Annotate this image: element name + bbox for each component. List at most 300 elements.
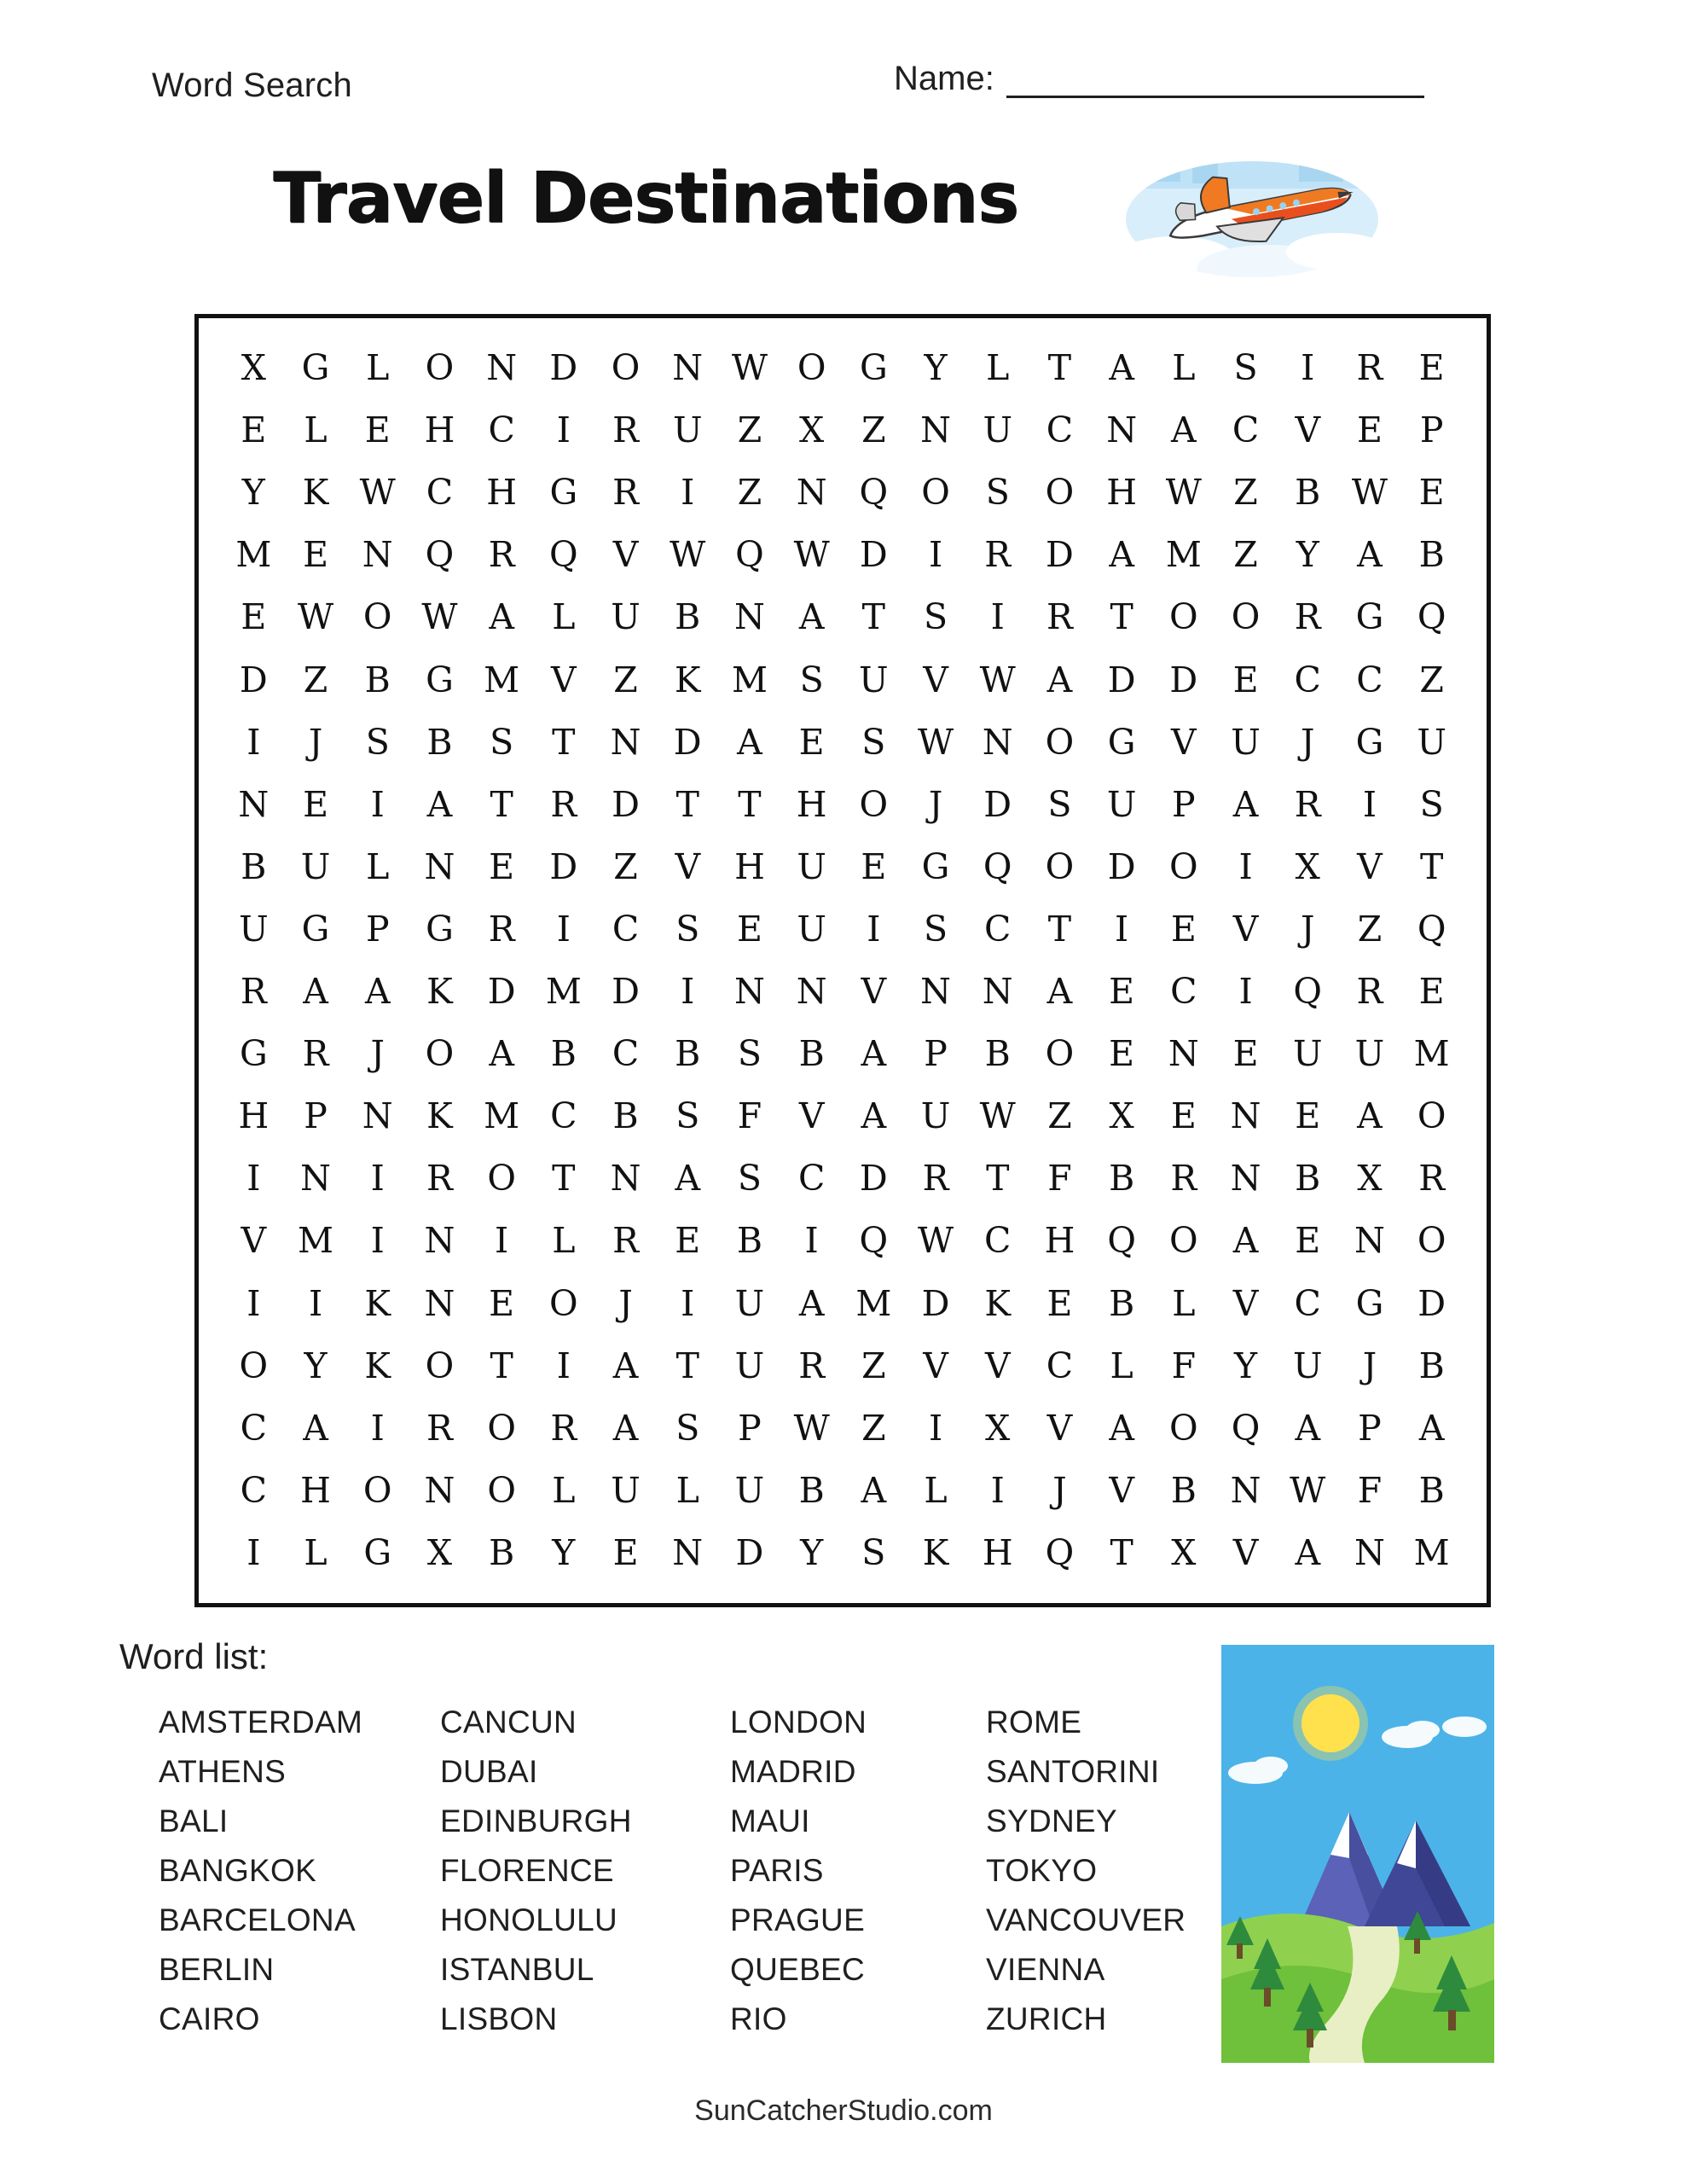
grid-letter[interactable]: Q [1417,908,1446,950]
grid-letter[interactable]: T [986,1158,1010,1199]
grid-letter[interactable]: L [552,1220,576,1262]
grid-letter[interactable]: E [303,534,328,576]
grid-letter[interactable]: O [425,347,455,389]
grid-letter[interactable]: D [673,721,702,763]
grid-letter[interactable]: R [1170,1158,1197,1199]
grid-letter[interactable]: G [1355,721,1384,763]
grid-letter[interactable]: Q [859,1220,889,1262]
grid-letter[interactable]: V [1295,410,1321,451]
grid-letter[interactable]: R [798,1345,826,1386]
grid-letter[interactable]: A [798,596,825,638]
wordlist-item[interactable]: EDINBURGH [440,1804,632,1838]
grid-letter[interactable]: L [1172,347,1196,389]
grid-letter[interactable]: A [1232,1220,1259,1262]
grid-letter[interactable]: M [484,1095,520,1137]
grid-letter[interactable]: J [618,1282,633,1324]
grid-letter[interactable]: G [301,908,330,950]
grid-letter[interactable]: Q [1417,596,1446,638]
grid-letter[interactable]: I [246,1158,261,1199]
grid-letter[interactable]: Q [549,534,578,576]
grid-letter[interactable]: B [798,1033,825,1075]
wordlist-item[interactable]: VANCOUVER [986,1902,1186,1937]
grid-letter[interactable]: X [799,410,825,451]
grid-letter[interactable]: U [1417,721,1446,763]
grid-letter[interactable]: O [1045,472,1075,514]
grid-letter[interactable]: N [486,347,518,389]
grid-letter[interactable]: V [1046,1407,1073,1449]
grid-letter[interactable]: F [1171,1345,1197,1386]
grid-letter[interactable]: H [238,1095,270,1137]
grid-letter[interactable]: U [734,1282,765,1324]
grid-letter[interactable]: L [304,410,328,451]
grid-letter[interactable]: E [489,1282,515,1324]
grid-letter[interactable]: P [1358,1407,1382,1449]
grid-letter[interactable]: R [488,908,515,950]
grid-letter[interactable]: O [1417,1220,1446,1262]
grid-letter[interactable]: Y [1234,1345,1258,1386]
grid-letter[interactable]: R [612,472,639,514]
grid-letter[interactable]: O [1045,721,1075,763]
grid-letter[interactable]: E [861,845,887,887]
grid-letter[interactable]: R [240,971,267,1013]
grid-letter[interactable]: O [611,347,641,389]
grid-letter[interactable]: C [1356,659,1383,700]
grid-letter[interactable]: C [797,1158,826,1199]
grid-letter[interactable]: W [359,472,396,514]
grid-letter[interactable]: Z [737,472,762,514]
wordlist-item[interactable]: SANTORINI [986,1754,1160,1789]
grid-letter[interactable]: V [1171,721,1197,763]
wordlist-item[interactable]: PRAGUE [730,1902,866,1937]
grid-letter[interactable]: N [1354,1531,1385,1573]
grid-letter[interactable]: Z [303,659,328,700]
grid-letter[interactable]: W [979,1095,1016,1137]
grid-letter[interactable]: B [1109,1282,1135,1324]
grid-letter[interactable]: S [923,596,948,638]
grid-letter[interactable]: D [549,845,578,887]
grid-letter[interactable]: W [917,1220,954,1262]
grid-letter[interactable]: U [734,1469,765,1511]
grid-letter[interactable]: U [300,845,331,887]
grid-letter[interactable]: Z [1233,472,1258,514]
grid-letter[interactable]: N [424,845,455,887]
grid-letter[interactable]: V [1109,1469,1134,1511]
grid-letter[interactable]: K [922,1531,949,1573]
grid-letter[interactable]: E [364,410,391,451]
grid-letter[interactable]: U [611,1469,641,1511]
grid-letter[interactable]: L [1172,1282,1196,1324]
grid-letter[interactable]: Y [552,1531,576,1573]
grid-letter[interactable]: M [545,971,582,1013]
grid-letter[interactable]: C [1046,410,1074,451]
grid-letter[interactable]: Q [735,534,764,576]
grid-letter[interactable]: R [302,1033,329,1075]
grid-letter[interactable]: A [364,971,391,1013]
grid-letter[interactable]: F [737,1095,762,1137]
wordlist-item[interactable]: BANGKOK [159,1853,317,1888]
grid-letter[interactable]: C [488,410,515,451]
wordlist-item[interactable]: BARCELONA [159,1902,356,1937]
grid-letter[interactable]: A [861,1469,887,1511]
grid-letter[interactable]: S [675,1095,700,1137]
grid-letter[interactable]: M [855,1282,892,1324]
grid-letter[interactable]: N [734,596,765,638]
grid-letter[interactable]: I [681,1282,695,1324]
grid-letter[interactable]: N [672,1531,704,1573]
grid-letter[interactable]: N [300,1158,331,1199]
grid-letter[interactable]: U [672,410,703,451]
grid-letter[interactable]: A [426,783,453,825]
grid-letter[interactable]: B [1418,1345,1445,1386]
grid-letter[interactable]: K [426,1095,453,1137]
grid-letter[interactable]: R [984,534,1012,576]
grid-letter[interactable]: R [1294,596,1321,638]
grid-letter[interactable]: Z [613,659,638,700]
grid-letter[interactable]: T [490,1345,513,1386]
grid-letter[interactable]: A [675,1158,701,1199]
grid-letter[interactable]: M [731,659,768,700]
grid-letter[interactable]: V [551,659,577,700]
grid-letter[interactable]: Z [1047,1095,1072,1137]
grid-letter[interactable]: G [239,1033,268,1075]
grid-letter[interactable]: I [681,472,695,514]
wordlist-item[interactable]: ISTANBUL [440,1952,594,1987]
grid-letter[interactable]: H [1106,472,1138,514]
grid-letter[interactable]: C [426,472,454,514]
grid-letter[interactable]: B [364,659,391,700]
grid-letter[interactable]: B [736,1220,763,1262]
grid-letter[interactable]: S [1419,783,1444,825]
grid-letter[interactable]: A [612,1345,639,1386]
grid-letter[interactable]: I [370,1220,385,1262]
grid-letter[interactable]: A [1046,971,1073,1013]
grid-letter[interactable]: U [920,1095,951,1137]
grid-letter[interactable]: K [364,1282,391,1324]
grid-letter[interactable]: I [1301,347,1315,389]
grid-letter[interactable]: N [1230,1158,1261,1199]
grid-letter[interactable]: J [370,1033,385,1075]
grid-letter[interactable]: C [1046,1345,1074,1386]
grid-letter[interactable]: I [246,1531,261,1573]
wordlist-item[interactable]: BALI [159,1804,229,1838]
grid-letter[interactable]: B [489,1531,515,1573]
grid-letter[interactable]: D [921,1282,950,1324]
grid-letter[interactable]: X [1295,845,1320,887]
grid-letter[interactable]: Q [1045,1531,1075,1573]
grid-letter[interactable]: L [366,845,390,887]
grid-letter[interactable]: K [984,1282,1012,1324]
grid-letter[interactable]: R [1418,1158,1446,1199]
grid-letter[interactable]: R [612,1220,639,1262]
grid-letter[interactable]: I [867,908,881,950]
grid-letter[interactable]: T [1110,1531,1133,1573]
grid-letter[interactable]: C [1232,410,1260,451]
wordlist-item[interactable]: DUBAI [440,1754,538,1789]
grid-letter[interactable]: N [796,971,827,1013]
grid-letter[interactable]: G [301,347,330,389]
grid-letter[interactable]: I [308,1282,323,1324]
wordlist-item[interactable]: SYDNEY [986,1804,1117,1838]
grid-letter[interactable]: D [1169,659,1198,700]
grid-letter[interactable]: B [675,1033,701,1075]
grid-letter[interactable]: T [1419,845,1444,887]
grid-letter[interactable]: U [797,908,826,950]
grid-letter[interactable]: I [370,783,385,825]
grid-letter[interactable]: R [612,410,639,451]
grid-letter[interactable]: S [365,721,390,763]
grid-letter[interactable]: I [1362,783,1377,825]
grid-letter[interactable]: M [1413,1531,1450,1573]
grid-letter[interactable]: E [1418,347,1445,389]
grid-letter[interactable]: N [920,410,951,451]
grid-letter[interactable]: S [675,908,700,950]
grid-letter[interactable]: E [1109,1033,1135,1075]
grid-letter[interactable]: E [1418,472,1445,514]
grid-letter[interactable]: L [552,1469,576,1511]
grid-letter[interactable]: U [1106,783,1137,825]
grid-letter[interactable]: C [1294,1282,1321,1324]
wordlist-item[interactable]: MAUI [730,1804,810,1838]
grid-letter[interactable]: I [990,596,1005,638]
grid-letter[interactable]: D [487,971,516,1013]
grid-letter[interactable]: M [298,1220,334,1262]
grid-letter[interactable]: U [1292,1033,1323,1075]
grid-letter[interactable]: W [1290,1469,1326,1511]
wordlist-item[interactable]: PARIS [730,1853,824,1888]
grid-letter[interactable]: N [1168,1033,1199,1075]
grid-letter[interactable]: V [861,971,887,1013]
grid-letter[interactable]: I [928,534,943,576]
grid-letter[interactable]: W [1165,472,1202,514]
grid-letter[interactable]: P [924,1033,948,1075]
grid-letter[interactable]: A [1046,659,1073,700]
grid-letter[interactable]: O [425,1345,455,1386]
grid-letter[interactable]: I [1238,971,1253,1013]
grid-letter[interactable]: C [1170,971,1197,1013]
grid-letter[interactable]: P [304,1095,328,1137]
grid-letter[interactable]: H [796,783,827,825]
grid-letter[interactable]: E [241,410,267,451]
grid-letter[interactable]: H [486,472,518,514]
grid-letter[interactable]: O [1417,1095,1446,1137]
grid-letter[interactable]: D [1107,659,1136,700]
grid-letter[interactable]: E [1295,1220,1321,1262]
grid-letter[interactable]: R [426,1407,453,1449]
wordlist-item[interactable]: CANCUN [440,1705,577,1740]
grid-letter[interactable]: K [674,659,701,700]
grid-letter[interactable]: S [861,721,886,763]
grid-letter[interactable]: E [1356,410,1383,451]
grid-letter[interactable]: N [734,971,765,1013]
grid-letter[interactable]: E [1295,1095,1321,1137]
grid-letter[interactable]: N [362,1095,393,1137]
grid-letter[interactable]: R [426,1158,453,1199]
grid-letter[interactable]: D [1417,1282,1446,1324]
grid-letter[interactable]: J [1362,1345,1377,1386]
grid-letter[interactable]: R [488,534,515,576]
grid-letter[interactable]: B [798,1469,825,1511]
grid-letter[interactable]: B [1418,1469,1445,1511]
grid-letter[interactable]: W [421,596,458,638]
grid-letter[interactable]: B [1295,472,1321,514]
grid-letter[interactable]: R [1046,596,1073,638]
grid-letter[interactable]: V [923,1345,948,1386]
grid-letter[interactable]: T [738,783,762,825]
grid-letter[interactable]: O [859,783,889,825]
grid-letter[interactable]: U [983,410,1013,451]
grid-letter[interactable]: G [859,347,888,389]
grid-letter[interactable]: N [1230,1469,1261,1511]
grid-letter[interactable]: Z [1357,908,1383,950]
grid-letter[interactable]: Y [241,472,265,514]
grid-letter[interactable]: A [612,1407,639,1449]
grid-letter[interactable]: X [1357,1158,1383,1199]
grid-letter[interactable]: D [859,1158,888,1199]
grid-letter[interactable]: O [362,596,392,638]
grid-letter[interactable]: N [672,347,704,389]
grid-letter[interactable]: D [735,1531,764,1573]
grid-letter[interactable]: B [1170,1469,1197,1511]
grid-letter[interactable]: H [1044,1220,1075,1262]
grid-letter[interactable]: J [308,721,323,763]
grid-letter[interactable]: Q [425,534,455,576]
grid-letter[interactable]: H [982,1531,1013,1573]
grid-letter[interactable]: S [985,472,1010,514]
grid-letter[interactable]: O [362,1469,392,1511]
grid-letter[interactable]: O [1231,596,1261,638]
grid-letter[interactable]: D [1046,534,1074,576]
grid-letter[interactable]: G [1355,1282,1384,1324]
grid-letter[interactable]: B [1418,534,1445,576]
grid-letter[interactable]: W [979,659,1016,700]
grid-letter[interactable]: L [924,1469,948,1511]
grid-letter[interactable]: T [861,596,886,638]
grid-letter[interactable]: G [1355,596,1384,638]
grid-letter[interactable]: M [484,659,520,700]
grid-letter[interactable]: S [861,1531,886,1573]
grid-letter[interactable]: O [1169,596,1198,638]
grid-letter[interactable]: V [984,1345,1011,1386]
grid-letter[interactable]: N [1230,1095,1261,1137]
grid-letter[interactable]: A [737,721,762,763]
grid-letter[interactable]: G [426,659,454,700]
grid-letter[interactable]: H [300,1469,331,1511]
grid-letter[interactable]: O [1169,1407,1198,1449]
wordlist-item[interactable]: ROME [986,1705,1082,1740]
grid-letter[interactable]: W [1351,472,1388,514]
grid-letter[interactable]: U [611,596,641,638]
grid-letter[interactable]: N [610,1158,641,1199]
grid-letter[interactable]: G [363,1531,392,1573]
grid-letter[interactable]: W [917,721,954,763]
grid-letter[interactable]: I [370,1158,385,1199]
grid-letter[interactable]: R [1356,971,1383,1013]
grid-letter[interactable]: U [1354,1033,1385,1075]
grid-letter[interactable]: F [1357,1469,1383,1511]
grid-letter[interactable]: E [736,908,762,950]
grid-letter[interactable]: Z [613,845,638,887]
grid-letter[interactable]: I [246,1282,261,1324]
grid-letter[interactable]: N [238,783,270,825]
grid-letter[interactable]: Y [800,1531,824,1573]
grid-letter[interactable]: Z [1419,659,1444,700]
wordlist-item[interactable]: LONDON [730,1705,867,1740]
grid-letter[interactable]: U [734,1345,765,1386]
grid-letter[interactable]: I [928,1407,943,1449]
wordlist-item[interactable]: MADRID [730,1754,856,1789]
grid-letter[interactable]: A [861,1095,887,1137]
grid-letter[interactable]: I [246,721,261,763]
grid-letter[interactable]: B [1295,1158,1321,1199]
wordlist-item[interactable]: AMSTERDAM [159,1705,363,1740]
grid-letter[interactable]: O [1045,845,1075,887]
grid-letter[interactable]: W [297,596,334,638]
grid-letter[interactable]: P [1419,410,1444,451]
grid-letter[interactable]: S [490,721,514,763]
grid-letter[interactable]: A [303,971,328,1013]
wordlist-item[interactable]: LISBON [440,2001,558,2036]
grid-letter[interactable]: O [487,1407,516,1449]
grid-letter[interactable]: A [1171,410,1197,451]
grid-letter[interactable]: M [1165,534,1202,576]
grid-letter[interactable]: N [982,721,1013,763]
wordlist-item[interactable]: BERLIN [159,1952,275,1987]
grid-letter[interactable]: V [1357,845,1383,887]
grid-letter[interactable]: I [556,410,571,451]
grid-letter[interactable]: A [1295,1407,1321,1449]
grid-letter[interactable]: G [1107,721,1136,763]
grid-letter[interactable]: T [675,783,699,825]
grid-letter[interactable]: A [1109,347,1134,389]
grid-letter[interactable]: G [549,472,578,514]
grid-letter[interactable]: V [1232,1531,1259,1573]
grid-letter[interactable]: J [1052,1469,1067,1511]
grid-letter[interactable]: A [1295,1531,1321,1573]
grid-letter[interactable]: L [675,1469,699,1511]
grid-letter[interactable]: A [1109,534,1134,576]
grid-letter[interactable]: J [1301,908,1315,950]
grid-letter[interactable]: N [424,1469,455,1511]
grid-letter[interactable]: T [675,1345,699,1386]
grid-letter[interactable]: E [303,783,328,825]
grid-letter[interactable]: S [737,1033,762,1075]
grid-letter[interactable]: C [1294,659,1321,700]
grid-letter[interactable]: X [985,1407,1011,1449]
grid-letter[interactable]: L [1110,1345,1133,1386]
grid-letter[interactable]: K [302,472,329,514]
grid-letter[interactable]: U [1292,1345,1323,1386]
grid-letter[interactable]: V [798,1095,825,1137]
grid-letter[interactable]: L [366,347,390,389]
grid-letter[interactable]: S [1047,783,1072,825]
grid-letter[interactable]: B [426,721,453,763]
wordlist-item[interactable]: QUEBEC [730,1952,866,1987]
grid-letter[interactable]: O [797,347,826,389]
grid-letter[interactable]: F [1047,1158,1072,1199]
grid-letter[interactable]: U [1231,721,1261,763]
grid-letter[interactable]: I [495,1220,509,1262]
grid-letter[interactable]: N [424,1220,455,1262]
grid-letter[interactable]: U [859,659,889,700]
grid-letter[interactable]: V [1232,1282,1259,1324]
grid-letter[interactable]: E [1170,1095,1197,1137]
grid-letter[interactable]: Z [861,1407,886,1449]
grid-letter[interactable]: M [235,534,272,576]
grid-letter[interactable]: E [1046,1282,1073,1324]
grid-letter[interactable]: I [370,1407,385,1449]
grid-letter[interactable]: L [552,596,576,638]
grid-letter[interactable]: A [1232,783,1259,825]
